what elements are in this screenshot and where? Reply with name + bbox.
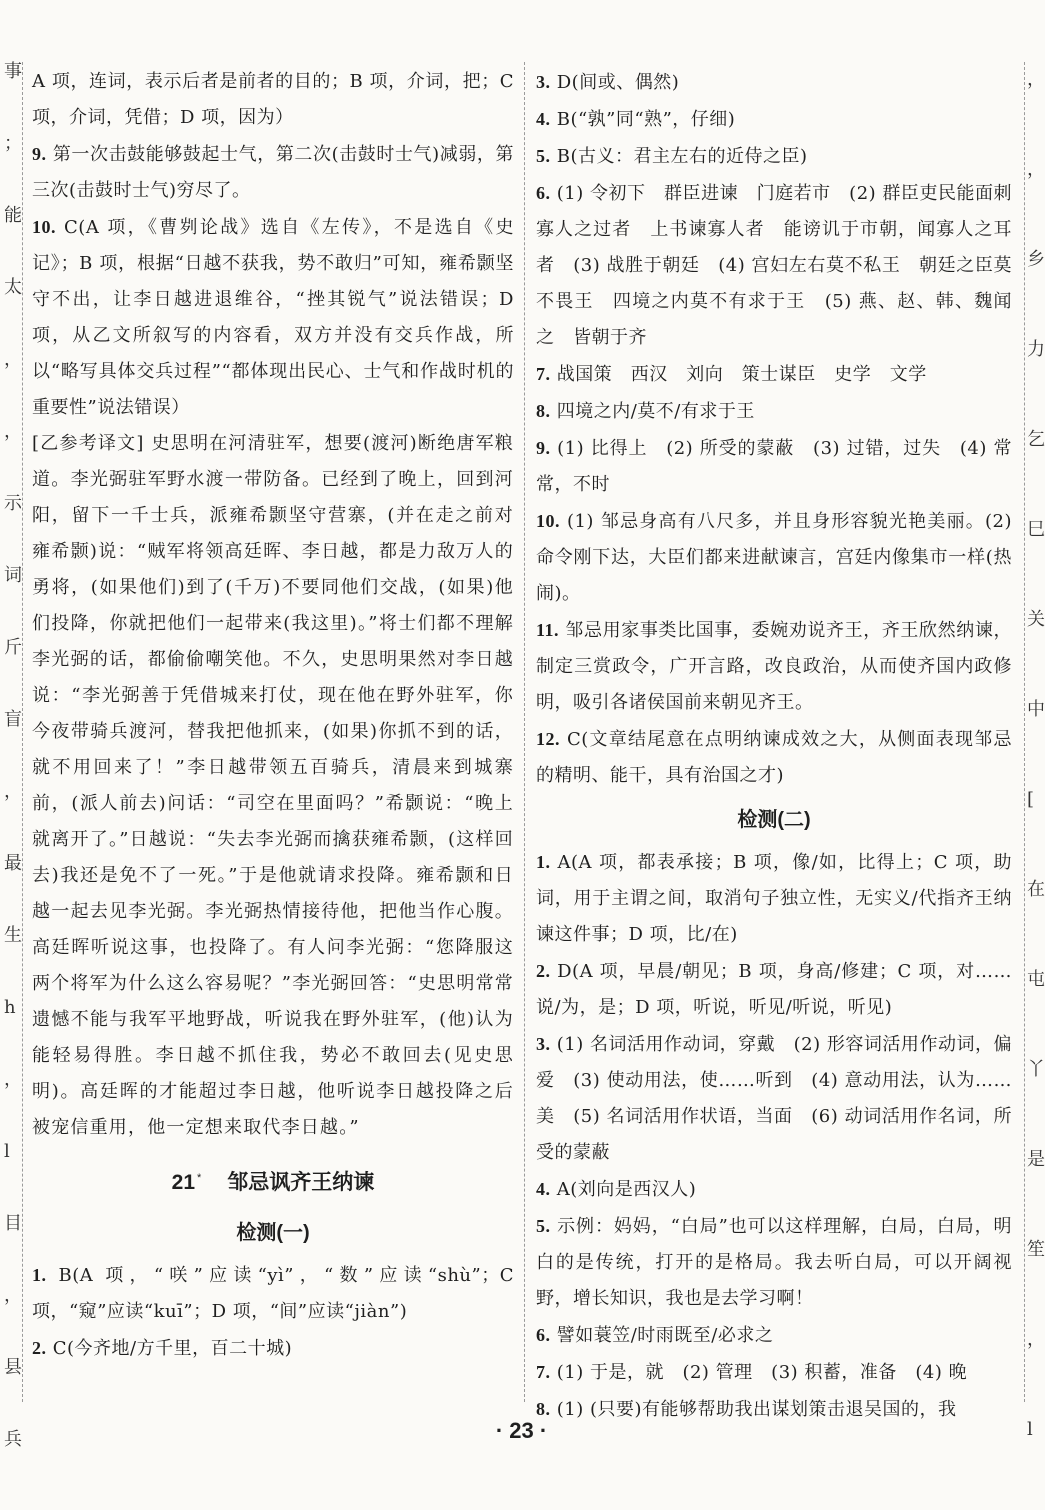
- edge-glyph: 县: [4, 1357, 22, 1378]
- answer-number: 6.: [536, 183, 551, 203]
- answer-number: 3.: [536, 72, 551, 92]
- test-2-title: 检测(二): [737, 809, 811, 831]
- edge-glyph: 屯: [1027, 969, 1045, 990]
- reference-translation: [乙参考译文] 史思明在河清驻军，想要(渡河)断绝唐军粮道。李光弼驻军野水渡一带防备。已经到了晚上，回到河阳，留下一千士兵，派雍希颢坚守营寨，(并在走之前对雍希颢)说：“贼军将领高廷晖、李日越，都是力敌万人的勇将，(如果他们)到了(千万)不要同他们交战，(如果)他们投降，你就把他们一起带来(我这里)。”将士们都不理解李光弼的话，都偷偷嘲笑他。不久，史思明果然对李日越说：“李光弼善于凭借城来打仗，现在他在野外驻军，你今夜带骑兵渡河，替我把他抓来，(如果)你抓不到的话，就不用回来了！”李日越带领五百骑兵，清晨来到城寨前，(派人前去)问话：“司空在里面吗？”希颢说：“晚上就离开了。”日越说：“失去李光弼而擒获雍希颢，(这样回去)我还是免不了一死。”于是他就请求投降。雍希颢和日越一起去见李光弼。李光弼热情接待他，把他当作心腹。高廷晖听说这事，也投降了。有人问李光弼：“您降服这两个将军为什么这么容易呢？”李光弼回答：“史思明常常遗憾不能与我军平地野战，听说我在野外驻军，(他)认为能轻易得胜。李日越不抓住我，势必不敢回去(见史思明)。高廷晖的才能超过李日越，他听说李日越投降之后被宠信重用，他一定想来取代李日越。”: [32, 433, 515, 1138]
- answer-text: (1) 比得上 (2) 所受的蒙蔽 (3) 过错，过失 (4) 常常，不时: [536, 438, 1012, 495]
- edge-glyph: 丫: [1027, 1059, 1045, 1080]
- edge-glyph: 关: [1027, 609, 1045, 630]
- right-column: [536, 64, 1012, 1428]
- answer-text: C(A 项，《曹刿论战》选自《左传》，不是选自《史记》；B 项，根据“日越不获我，势不敢归”可知，雍希颢坚守不出，让李日越进退维谷，“挫其锐气”说法错误；D 项，从乙文所叙写的内容看，双方并没有交兵作战，所以“略写具体交兵过程”“都体现出民心、士气和作战时机的重要性”说法错误）: [32, 217, 514, 418]
- left-column: [32, 64, 514, 1367]
- lesson-name: 邹忌讽齐王纳谏: [227, 1171, 375, 1194]
- edge-glyph: 乡: [1027, 249, 1045, 270]
- answer-text: D(间或、偶然): [556, 72, 680, 93]
- edge-glyph: ，: [4, 1069, 22, 1090]
- test1-answer-9: [536, 430, 1012, 503]
- answer-number: 12.: [536, 729, 560, 749]
- test1-answer-10: [536, 503, 1012, 612]
- edge-glyph: [: [1027, 789, 1035, 810]
- test2-answer-6: [536, 1317, 1012, 1354]
- edge-glyph: 笙: [1027, 1239, 1045, 1260]
- test-1-title: 检测(一): [236, 1222, 310, 1244]
- answer-number: 9.: [536, 438, 551, 458]
- edge-glyph: 事: [4, 61, 22, 82]
- edge-glyph: ，: [1027, 69, 1045, 90]
- edge-glyph: ，: [1027, 159, 1045, 180]
- answer-text: (1) 于是，就 (2) 管理 (3) 积蓄，准备 (4) 晚: [556, 1362, 968, 1383]
- answer-text: B(“孰”同“熟”，仔细): [556, 109, 736, 130]
- test1-answer-11: [536, 612, 1012, 721]
- answer-text: (1) 令初下 群臣进谏 门庭若市 (2) 群臣吏民能面刺寡人之过者 上书谏寡人者 能谤讥于市朝，闻寡人之耳者 (3) 战胜于朝廷 (4) 宫妇左右莫不私王 朝廷之臣莫不畏王 四境之内莫不有求于王 (5) 燕、赵、韩、魏闻之 皆朝于齐: [536, 183, 1012, 348]
- edge-glyph: ，: [4, 781, 22, 802]
- answer-text: 譬如蓑笠/时雨既至/必求之: [556, 1325, 774, 1346]
- edge-glyph: 是: [1027, 1149, 1045, 1170]
- answer-number: 1.: [32, 1265, 47, 1285]
- answer-text: C(今齐地/方千里，百二十城): [52, 1338, 293, 1359]
- edge-glyph: ，: [1027, 1329, 1045, 1350]
- test2-answer-3: [536, 1026, 1012, 1171]
- test1-answer-8: [536, 393, 1012, 430]
- test2-answer-7: [536, 1354, 1012, 1391]
- answer-text: (1) (只要)有能够帮助我出谋划策击退吴国的，我: [556, 1399, 957, 1420]
- answer-text: D(A 项，早晨/朝见；B 项，身高/修建；C 项，对……说/为，是；D 项，听说，听见/听说，听见): [536, 961, 1012, 1018]
- edge-glyph: ，: [4, 349, 22, 370]
- edge-glyph: ，: [4, 1285, 22, 1306]
- answer-number: 11.: [536, 620, 560, 640]
- answer-number: 4.: [536, 1179, 551, 1199]
- test1-answer-12: [536, 721, 1012, 794]
- answer-text: A(刘向是西汉人): [556, 1179, 697, 1200]
- edge-glyph: 盲: [4, 709, 22, 730]
- edge-glyph: 乞: [1027, 429, 1045, 450]
- edge-glyph: 斤: [4, 637, 22, 658]
- test1-answer-5: [536, 138, 1012, 175]
- edge-glyph: 生: [4, 925, 22, 946]
- answer-text: 战国策 西汉 刘向 策士谋臣 史学 文学: [556, 364, 927, 385]
- test1-answer-1: [32, 1257, 514, 1330]
- answer-text: (1) 名词活用作动词，穿戴 (2) 形容词活用作动词，偏爱 (3) 使动用法，使……听到 (4) 意动用法，认为……美 (5) 名词活用作状语，当面 (6) 动词活用作名词，所受的蒙蔽: [536, 1034, 1012, 1163]
- edge-glyph: l: [1027, 1419, 1033, 1440]
- lesson-title: [32, 1158, 514, 1203]
- reference-label: 乙参考译文: [40, 433, 137, 454]
- edge-glyph: h: [4, 997, 16, 1018]
- answer-number: 8.: [536, 401, 551, 421]
- answer-number: 2.: [32, 1338, 47, 1358]
- answer-10: [32, 209, 514, 426]
- right-edge-fragment: [1027, 69, 1045, 1510]
- answer-number: 3.: [536, 1034, 551, 1054]
- answer-text: (1) 邹忌身高有八尺多，并且身形容貌光艳美丽。(2) 命令刚下达，大臣们都来进献谏言，宫廷内像集市一样(热闹)。: [536, 511, 1012, 604]
- answer-text: A(A 项，都表承接；B 项，像/如，比得上；C 项，助词，用于主谓之间，取消句子独立性，无实义/代指齐王纳谏这件事；D 项，比/在): [536, 852, 1012, 945]
- column-divider-middle: [524, 62, 525, 1402]
- answer-text: 第一次击鼓能够鼓起士气，第二次(击鼓时士气)减弱，第三次(击鼓时士气)穷尽了。: [32, 144, 514, 201]
- answer-number: 5.: [536, 1216, 551, 1236]
- answer-8-continuation: A 项，连词，表示后者是前者的目的；B 项，介词，把；C 项，介词，凭借；D 项，因为）: [32, 71, 514, 128]
- test1-answer-7: [536, 356, 1012, 393]
- column-divider-left: [22, 62, 23, 1402]
- edge-glyph: 词: [4, 565, 22, 586]
- test1-answer-2: [32, 1330, 514, 1367]
- answer-number: 6.: [536, 1325, 551, 1345]
- edge-glyph: l: [4, 1141, 10, 1162]
- test1-answer-6: [536, 175, 1012, 356]
- left-edge-fragment: [4, 62, 20, 1502]
- answer-number: 1.: [536, 852, 551, 872]
- answer-text: 四境之内/莫不/有求于王: [556, 401, 755, 422]
- answer-number: 5.: [536, 146, 551, 166]
- edge-glyph: 巳: [1027, 519, 1045, 540]
- test2-answer-1: [536, 844, 1012, 953]
- answer-text: B(A 项，“咲”应读“yì”，“数”应读“shù”；C 项，“窥”应读“kuī”；D 项，“间”应读“jiàn”): [32, 1265, 514, 1322]
- answer-number: 4.: [536, 109, 551, 129]
- answer-number: 10.: [536, 511, 560, 531]
- answer-number: 2.: [536, 961, 551, 981]
- answer-number: 7.: [536, 364, 551, 384]
- edge-glyph: 太: [4, 277, 22, 298]
- answer-9: [32, 136, 514, 209]
- test1-answer-3: [536, 64, 1012, 101]
- edge-glyph: 最: [4, 853, 22, 874]
- edge-glyph: 力: [1027, 339, 1045, 360]
- answer-text: B(古义：君主左右的近侍之臣): [556, 146, 808, 167]
- lesson-number: 21: [171, 1171, 196, 1194]
- answer-number: 7.: [536, 1362, 551, 1382]
- test2-answer-4: [536, 1171, 1012, 1208]
- edge-glyph: 兵: [4, 1429, 22, 1450]
- edge-glyph: ，: [4, 421, 22, 442]
- lesson-star: *: [197, 1172, 202, 1184]
- test2-answer-5: [536, 1208, 1012, 1317]
- answer-number: 10.: [32, 217, 56, 237]
- answer-text: 邹忌用家事类比国事，委婉劝说齐王，齐王欣然纳谏，制定三赏政令，广开言路，改良政治，从而使齐国内政修明，吸引各诸侯国前来朝见齐王。: [536, 620, 1012, 713]
- edge-glyph: ；: [4, 133, 22, 154]
- edge-glyph: 在: [1027, 879, 1045, 900]
- answer-text: C(文章结尾意在点明纳谏成效之大，从侧面表现邹忌的精明、能干，具有治国之才): [536, 729, 1012, 786]
- edge-glyph: 中: [1027, 699, 1045, 720]
- reference-text: 史思明在河清驻军，想要(渡河)断绝唐军粮道。李光弼驻军野水渡一带防备。已经到了晚上，回到河阳，留下一千士兵，派雍希颢坚守营寨，(并在走之前对雍希颢)说：“贼军将领高廷晖、李日越，都是力敌万人的勇将，(如果他们)到了(千万)不要同他们交战，(如果)他们投降，你就把他们一起带来(我这里)。”将士们都不理解李光弼的话，都偷偷嘲笑他。不久，史思明果然对李日越说：“李光弼善于凭借城来打仗，现在他在野外驻军，你今夜带骑兵渡河，替我把他抓来，(如果)你抓不到的话，就不用回来了！”李日越带领五百骑兵，清晨来到城寨前，(派人前去)问话：“司空在里面吗？”希颢说：“晚上就离开了。”日越说：“失去李光弼而擒获雍希颢，(这样回去)我还是免不了一死。”于是他就请求投降。雍希颢和日越一起去见李光弼。李光弼热情接待他，把他当作心腹。高廷晖听说这事，也投降了。有人问李光弼：“您降服这两个将军为什么这么容易呢？”李光弼回答：“史思明常常遗憾不能与我军平地野战，听说我在野外驻军，(他)认为能轻易得胜。李日越不抓住我，势必不敢回去(见史思明)。高廷晖的才能超过李日越，他听说李日越投降之后被宠信重用，他一定想来取代李日越。”: [32, 433, 515, 1138]
- edge-glyph: 能: [4, 205, 22, 226]
- column-divider-right: [1024, 62, 1025, 1402]
- page-number: · 23 ·: [495, 1418, 548, 1443]
- edge-glyph: 目: [4, 1213, 22, 1234]
- answer-text: 示例：妈妈，“白局”也可以这样理解，白局，白局，明白的是传统，打开的是格局。我去听白局，可以开阔视野，增长知识，我也是去学习啊！: [536, 1216, 1012, 1309]
- answer-number: 8.: [536, 1399, 551, 1419]
- answer-number: 9.: [32, 144, 47, 164]
- test1-answer-4: [536, 101, 1012, 138]
- edge-glyph: 示: [4, 493, 22, 514]
- test2-answer-2: [536, 953, 1012, 1026]
